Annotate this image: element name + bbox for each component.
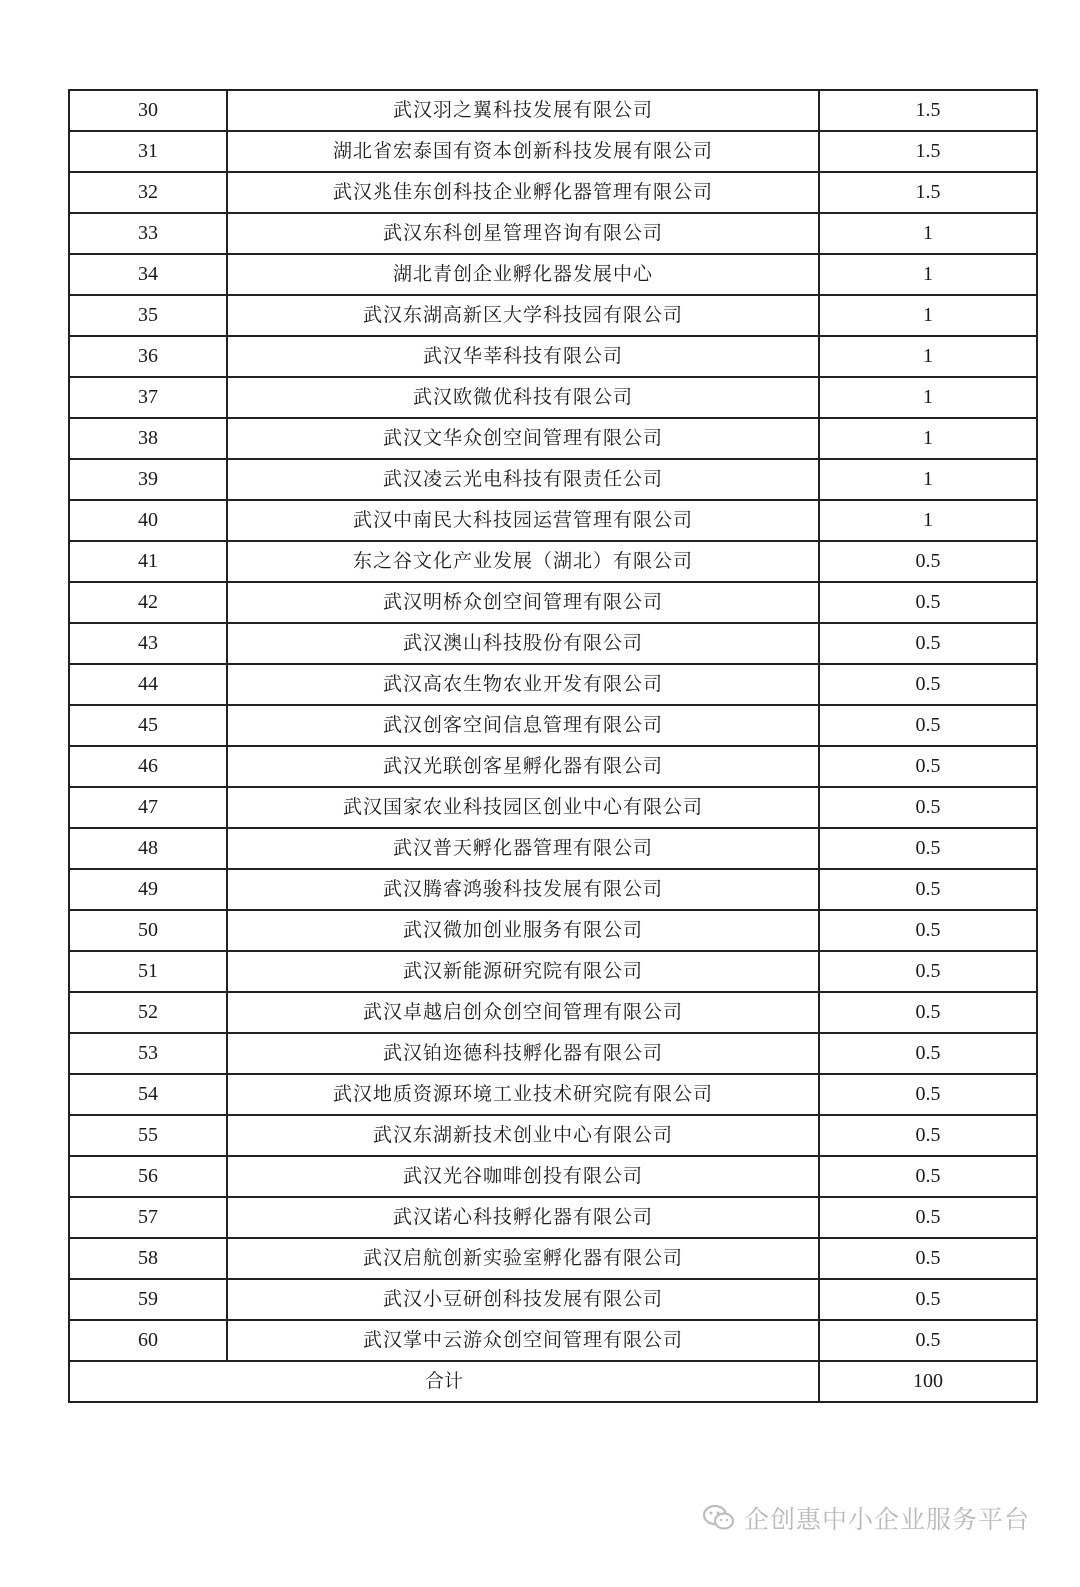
- company-name: 东之谷文化产业发展（湖北）有限公司: [227, 541, 819, 582]
- table-row: [69, 459, 1037, 500]
- company-name: 武汉欧微优科技有限公司: [227, 377, 819, 418]
- table-row: [69, 1238, 1037, 1279]
- company-name: 武汉小豆研创科技发展有限公司: [227, 1279, 819, 1320]
- table-row: [69, 1156, 1037, 1197]
- company-name: 武汉东湖新技术创业中心有限公司: [227, 1115, 819, 1156]
- company-name: 武汉凌云光电科技有限责任公司: [227, 459, 819, 500]
- company-name: 武汉光联创客星孵化器有限公司: [227, 746, 819, 787]
- company-name: 武汉东湖高新区大学科技园有限公司: [227, 295, 819, 336]
- table-row: [69, 213, 1037, 254]
- total-label: 合计: [69, 1361, 819, 1402]
- table-row: [69, 1279, 1037, 1320]
- row-number: 49: [69, 869, 227, 910]
- company-name: 湖北省宏泰国有资本创新科技发展有限公司: [227, 131, 819, 172]
- score-value: 0.5: [819, 1320, 1037, 1361]
- score-value: 0.5: [819, 992, 1037, 1033]
- score-value: 0.5: [819, 705, 1037, 746]
- company-name: 武汉澳山科技股份有限公司: [227, 623, 819, 664]
- score-value: 0.5: [819, 1156, 1037, 1197]
- table-row: [69, 746, 1037, 787]
- table-row: [69, 664, 1037, 705]
- score-value: 0.5: [819, 828, 1037, 869]
- score-value: 0.5: [819, 869, 1037, 910]
- score-value: 1: [819, 500, 1037, 541]
- table-row: [69, 869, 1037, 910]
- company-name: 武汉诺心科技孵化器有限公司: [227, 1197, 819, 1238]
- row-number: 59: [69, 1279, 227, 1320]
- table-body: [69, 90, 1037, 1361]
- company-name: 武汉微加创业服务有限公司: [227, 910, 819, 951]
- table-row: [69, 254, 1037, 295]
- score-value: 1: [819, 336, 1037, 377]
- score-value: 1: [819, 377, 1037, 418]
- table-row: [69, 828, 1037, 869]
- company-name: 武汉启航创新实验室孵化器有限公司: [227, 1238, 819, 1279]
- score-value: 1: [819, 295, 1037, 336]
- score-value: 1: [819, 213, 1037, 254]
- score-value: 1.5: [819, 131, 1037, 172]
- score-value: 1.5: [819, 172, 1037, 213]
- score-value: 1: [819, 254, 1037, 295]
- row-number: 35: [69, 295, 227, 336]
- company-name: 武汉掌中云游众创空间管理有限公司: [227, 1320, 819, 1361]
- watermark: [702, 1500, 1030, 1536]
- company-name: 武汉高农生物农业开发有限公司: [227, 664, 819, 705]
- score-value: 1: [819, 418, 1037, 459]
- table-row: [69, 418, 1037, 459]
- table-row: [69, 623, 1037, 664]
- score-value: 0.5: [819, 1238, 1037, 1279]
- score-value: 0.5: [819, 582, 1037, 623]
- score-value: 0.5: [819, 746, 1037, 787]
- table-row: [69, 1197, 1037, 1238]
- score-value: 1.5: [819, 90, 1037, 131]
- row-number: 40: [69, 500, 227, 541]
- table-row: [69, 172, 1037, 213]
- row-number: 60: [69, 1320, 227, 1361]
- score-value: 0.5: [819, 1033, 1037, 1074]
- score-value: 0.5: [819, 1115, 1037, 1156]
- score-value: 0.5: [819, 1197, 1037, 1238]
- company-name: 武汉普天孵化器管理有限公司: [227, 828, 819, 869]
- table-row: [69, 1320, 1037, 1361]
- table-row: [69, 500, 1037, 541]
- row-number: 45: [69, 705, 227, 746]
- company-name: 武汉新能源研究院有限公司: [227, 951, 819, 992]
- row-number: 51: [69, 951, 227, 992]
- ranking-table-container: [68, 89, 1036, 1403]
- row-number: 32: [69, 172, 227, 213]
- score-value: 1: [819, 459, 1037, 500]
- row-number: 57: [69, 1197, 227, 1238]
- table-row: [69, 90, 1037, 131]
- table-row: [69, 541, 1037, 582]
- company-name: 武汉光谷咖啡创投有限公司: [227, 1156, 819, 1197]
- company-name: 武汉羽之翼科技发展有限公司: [227, 90, 819, 131]
- row-number: 31: [69, 131, 227, 172]
- table-row: [69, 787, 1037, 828]
- company-name: 武汉地质资源环境工业技术研究院有限公司: [227, 1074, 819, 1115]
- table-row: [69, 377, 1037, 418]
- score-value: 0.5: [819, 623, 1037, 664]
- company-name: 武汉铂迩德科技孵化器有限公司: [227, 1033, 819, 1074]
- company-name: 武汉卓越启创众创空间管理有限公司: [227, 992, 819, 1033]
- row-number: 34: [69, 254, 227, 295]
- row-number: 46: [69, 746, 227, 787]
- row-number: 53: [69, 1033, 227, 1074]
- row-number: 37: [69, 377, 227, 418]
- row-number: 38: [69, 418, 227, 459]
- table-row: [69, 1074, 1037, 1115]
- row-number: 39: [69, 459, 227, 500]
- wechat-icon: [702, 1503, 736, 1533]
- row-number: 55: [69, 1115, 227, 1156]
- row-number: 50: [69, 910, 227, 951]
- row-number: 54: [69, 1074, 227, 1115]
- score-value: 0.5: [819, 787, 1037, 828]
- score-value: 0.5: [819, 1074, 1037, 1115]
- score-value: 0.5: [819, 951, 1037, 992]
- total-row: [69, 1361, 1037, 1402]
- score-value: 0.5: [819, 541, 1037, 582]
- company-name: 武汉华莘科技有限公司: [227, 336, 819, 377]
- company-name: 武汉腾睿鸿骏科技发展有限公司: [227, 869, 819, 910]
- company-name: 武汉兆佳东创科技企业孵化器管理有限公司: [227, 172, 819, 213]
- row-number: 52: [69, 992, 227, 1033]
- company-name: 武汉国家农业科技园区创业中心有限公司: [227, 787, 819, 828]
- company-name: 武汉东科创星管理咨询有限公司: [227, 213, 819, 254]
- company-name: 武汉明桥众创空间管理有限公司: [227, 582, 819, 623]
- row-number: 33: [69, 213, 227, 254]
- watermark-text: 企创惠中小企业服务平台: [743, 1505, 1030, 1534]
- ranking-table: [68, 89, 1038, 1403]
- company-name: 武汉创客空间信息管理有限公司: [227, 705, 819, 746]
- table-row: [69, 951, 1037, 992]
- row-number: 48: [69, 828, 227, 869]
- table-row: [69, 582, 1037, 623]
- row-number: 44: [69, 664, 227, 705]
- total-value: 100: [819, 1361, 1037, 1402]
- company-name: 武汉中南民大科技园运营管理有限公司: [227, 500, 819, 541]
- table-row: [69, 705, 1037, 746]
- score-value: 0.5: [819, 910, 1037, 951]
- table-row: [69, 295, 1037, 336]
- score-value: 0.5: [819, 664, 1037, 705]
- table-row: [69, 910, 1037, 951]
- company-name: 湖北青创企业孵化器发展中心: [227, 254, 819, 295]
- table-row: [69, 336, 1037, 377]
- table-row: [69, 992, 1037, 1033]
- row-number: 30: [69, 90, 227, 131]
- row-number: 42: [69, 582, 227, 623]
- table-row: [69, 1115, 1037, 1156]
- row-number: 36: [69, 336, 227, 377]
- row-number: 56: [69, 1156, 227, 1197]
- table-row: [69, 1033, 1037, 1074]
- table-row: [69, 131, 1037, 172]
- company-name: 武汉文华众创空间管理有限公司: [227, 418, 819, 459]
- row-number: 43: [69, 623, 227, 664]
- score-value: 0.5: [819, 1279, 1037, 1320]
- row-number: 47: [69, 787, 227, 828]
- row-number: 58: [69, 1238, 227, 1279]
- row-number: 41: [69, 541, 227, 582]
